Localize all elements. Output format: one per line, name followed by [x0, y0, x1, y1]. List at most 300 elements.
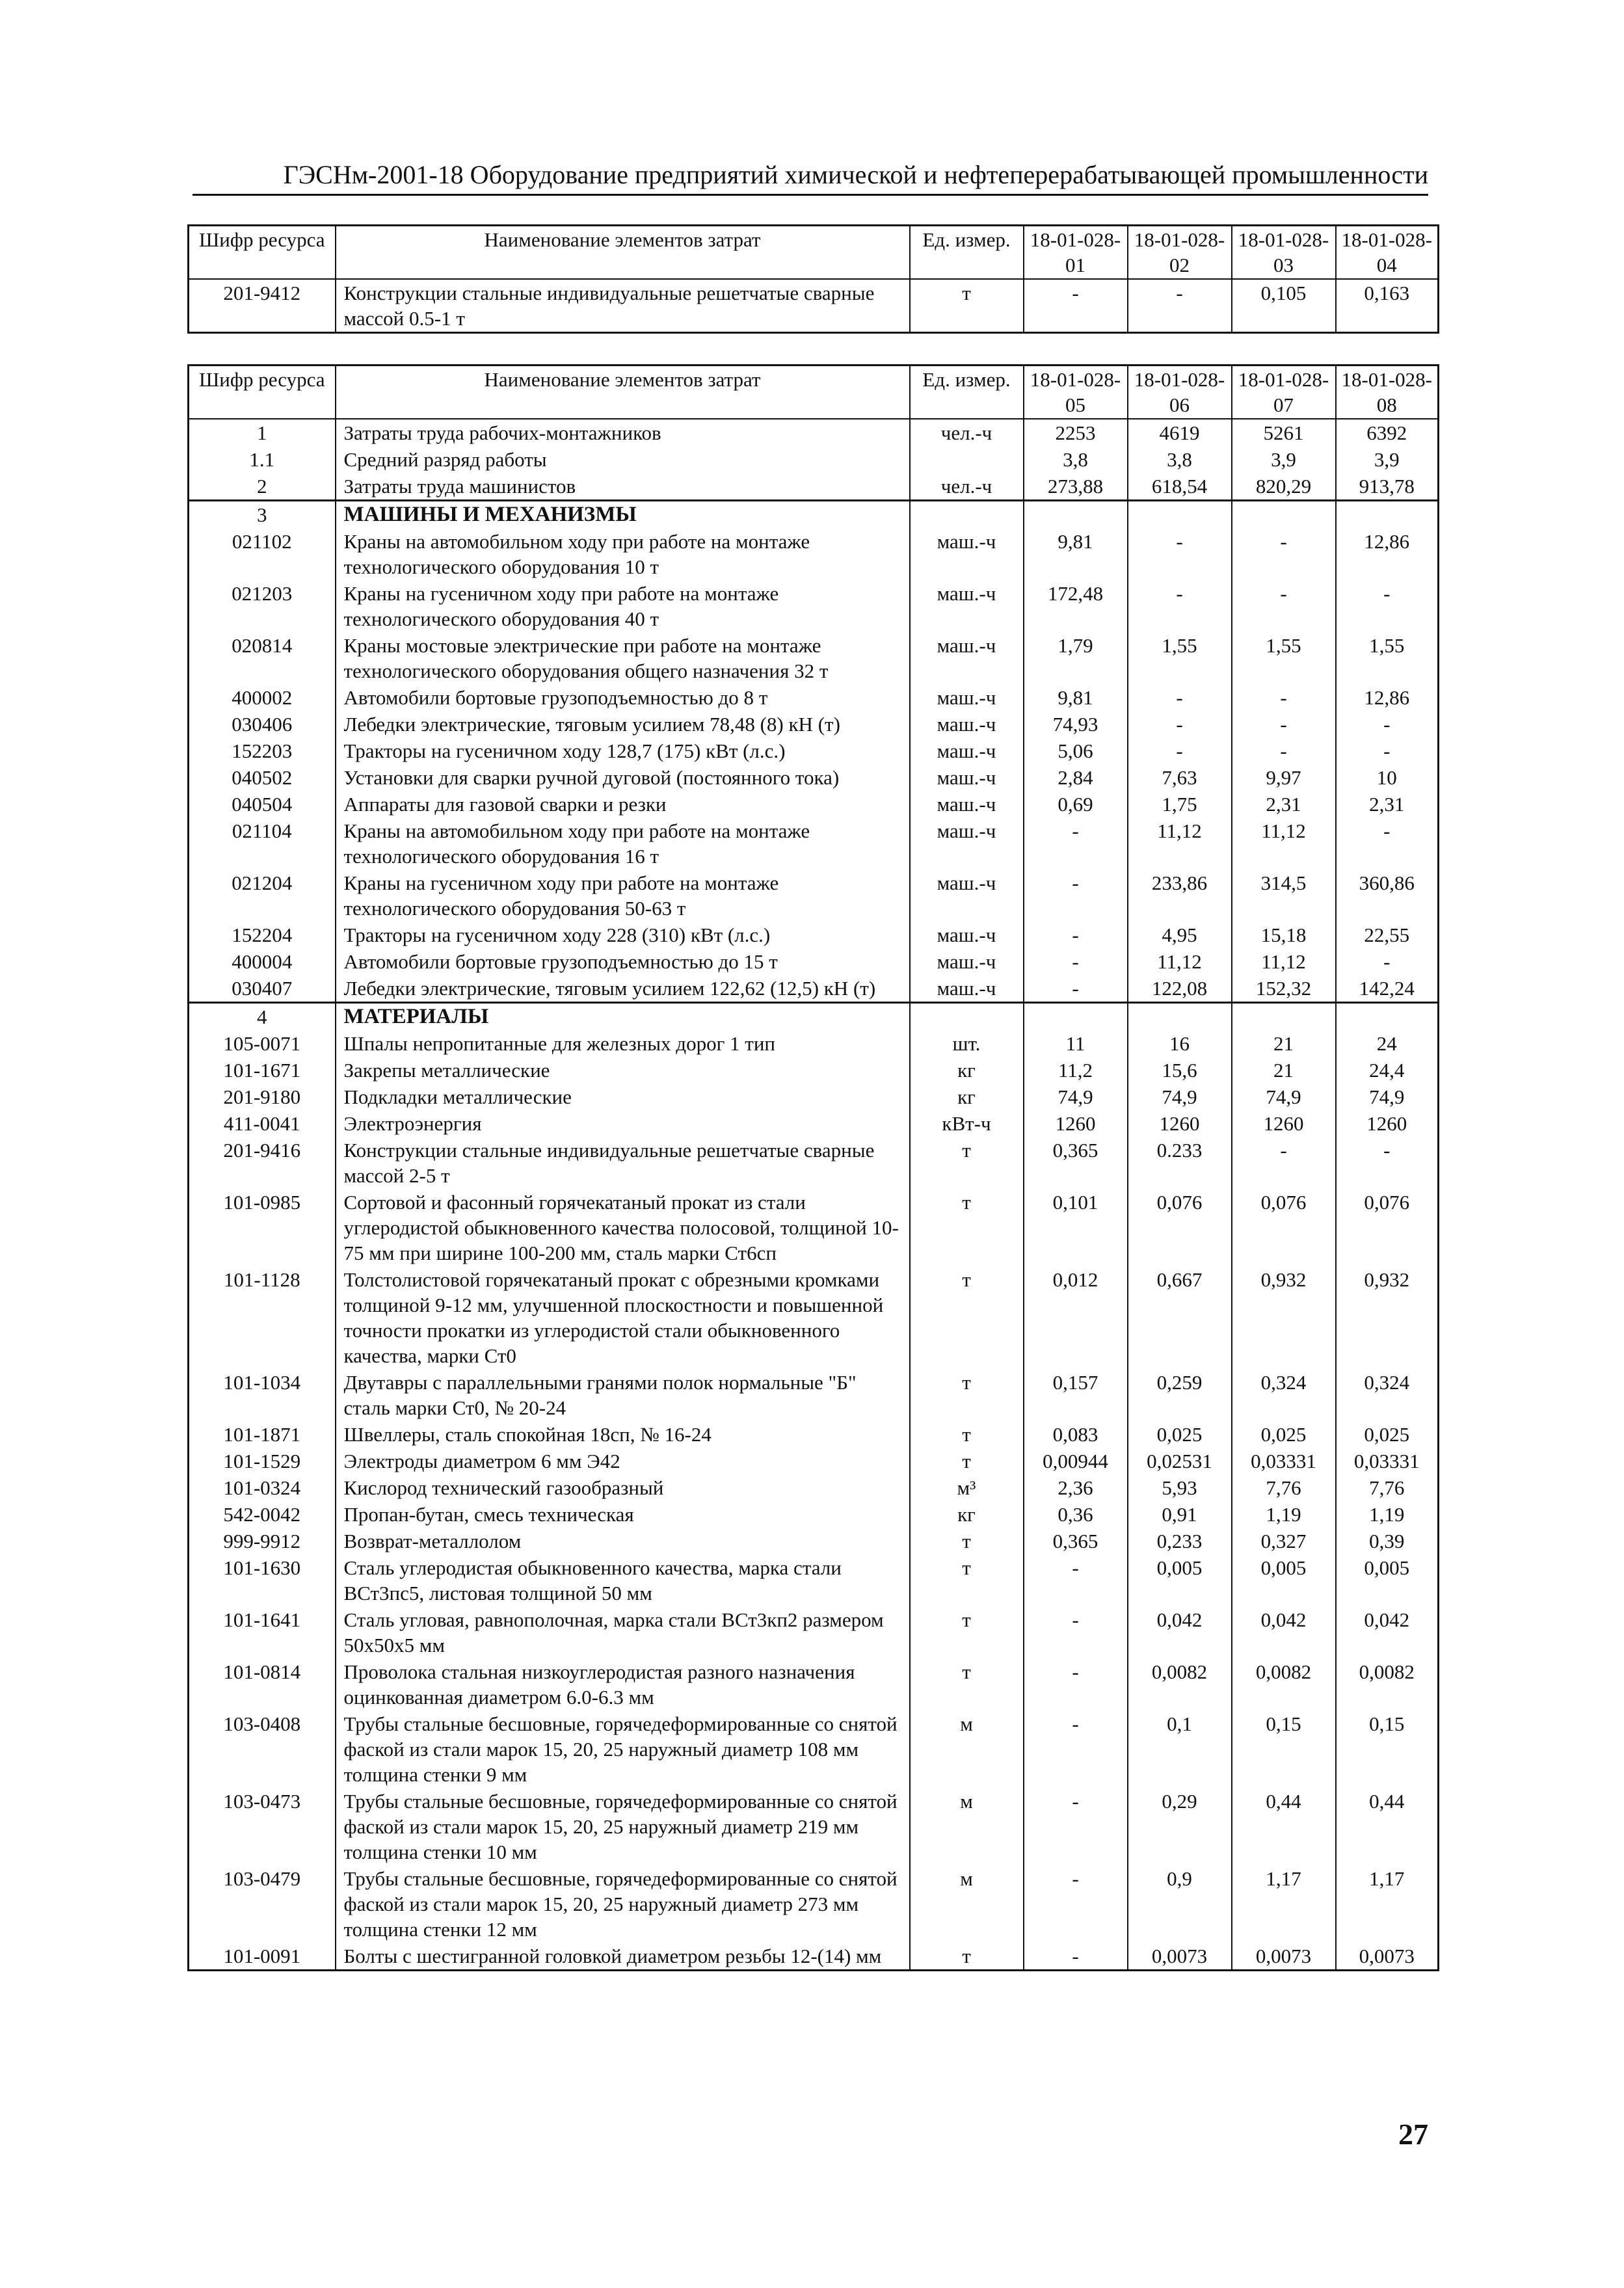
- cell-value-2: 0,91: [1128, 1501, 1232, 1528]
- cell-value-3: 11,12: [1232, 818, 1336, 870]
- cell-value-4: 1,19: [1336, 1501, 1439, 1528]
- cell-name: Аппараты для газовой сварки и резки: [336, 791, 910, 818]
- cell-value-3: [1232, 501, 1336, 529]
- cell-name: Средний разряд работы: [336, 446, 910, 473]
- col-header-name: Наименование элементов затрат: [336, 366, 910, 419]
- cell-value-2: 0,259: [1128, 1369, 1232, 1421]
- cell-name: Электроды диаметром 6 мм Э42: [336, 1448, 910, 1474]
- cell-value-4: 0,15: [1336, 1710, 1439, 1788]
- table-row: [189, 1421, 1439, 1448]
- cell-value-1: 9,81: [1024, 528, 1128, 580]
- cell-value-4: [1336, 501, 1439, 529]
- cell-value-1: -: [1024, 922, 1128, 948]
- cell-unit: т: [910, 1943, 1024, 1971]
- cell-unit: т: [910, 1421, 1024, 1448]
- cell-name: Шпалы непропитанные для железных дорог 1 тип: [336, 1030, 910, 1057]
- table-row: [189, 1710, 1439, 1788]
- resource-table-1: [187, 224, 1439, 334]
- cell-value-3: 1,17: [1232, 1865, 1336, 1943]
- cell-code: 103-0408: [189, 1710, 336, 1788]
- col-header-unit: Ед. измер.: [910, 226, 1024, 280]
- col-header-2: 18-01-028-06: [1128, 366, 1232, 419]
- cell-value-4: -: [1336, 818, 1439, 870]
- table-row: [189, 528, 1439, 580]
- cell-code: 030407: [189, 975, 336, 1003]
- cell-value-2: -: [1128, 738, 1232, 764]
- cell-value-2: 4,95: [1128, 922, 1232, 948]
- cell-value-3: -: [1232, 1137, 1336, 1189]
- cell-value-1: 74,93: [1024, 711, 1128, 738]
- cell-value-2: 1,75: [1128, 791, 1232, 818]
- cell-value-2: 11,12: [1128, 818, 1232, 870]
- cell-code: 400002: [189, 684, 336, 711]
- table-header-row: [189, 226, 1439, 280]
- cell-unit: т: [910, 1606, 1024, 1658]
- cell-unit: м: [910, 1865, 1024, 1943]
- cell-name: Двутавры с параллельными гранями полок нормальные "Б" сталь марки Ст0, № 20-24: [336, 1369, 910, 1421]
- cell-value-3: 0,327: [1232, 1528, 1336, 1554]
- cell-value-1: -: [1024, 975, 1128, 1003]
- cell-value-3: 0,025: [1232, 1421, 1336, 1448]
- cell-name: Болты с шестигранной головкой диаметром резьбы 12-(14) мм: [336, 1943, 910, 1971]
- cell-value-1: 11,2: [1024, 1057, 1128, 1084]
- cell-name: Пропан-бутан, смесь техническая: [336, 1501, 910, 1528]
- cell-value-4: 0,324: [1336, 1369, 1439, 1421]
- cell-code: 411-0041: [189, 1110, 336, 1137]
- cell-code: 400004: [189, 948, 336, 975]
- page-number: 27: [1398, 2118, 1428, 2151]
- table-row: [189, 738, 1439, 764]
- cell-value-3: 0,0073: [1232, 1943, 1336, 1971]
- cell-unit: кг: [910, 1084, 1024, 1110]
- cell-value-1: 0,365: [1024, 1528, 1128, 1554]
- table-row: [189, 1189, 1439, 1266]
- cell-value-2: 0,0073: [1128, 1943, 1232, 1971]
- cell-name: МАТЕРИАЛЫ: [336, 1003, 910, 1031]
- cell-value-4: 1,55: [1336, 632, 1439, 684]
- cell-name: МАШИНЫ И МЕХАНИЗМЫ: [336, 501, 910, 529]
- cell-code: 103-0479: [189, 1865, 336, 1943]
- cell-value-1: -: [1024, 1865, 1128, 1943]
- cell-value-3: 21: [1232, 1057, 1336, 1084]
- col-header-2: 18-01-028-02: [1128, 226, 1232, 280]
- cell-value-4: -: [1336, 711, 1439, 738]
- cell-unit: маш.-ч: [910, 764, 1024, 791]
- col-header-unit: Ед. измер.: [910, 366, 1024, 419]
- cell-code: 101-1641: [189, 1606, 336, 1658]
- table-row: [189, 948, 1439, 975]
- col-header-3: 18-01-028-03: [1232, 226, 1336, 280]
- table-row: [189, 1057, 1439, 1084]
- cell-value-2: 0,02531: [1128, 1448, 1232, 1474]
- cell-unit: маш.-ч: [910, 948, 1024, 975]
- cell-name: Краны на гусеничном ходу при работе на монтаже технологического оборудования 40 т: [336, 580, 910, 632]
- table-row: [189, 446, 1439, 473]
- cell-value-1: -: [1024, 1606, 1128, 1658]
- cell-value-1: 0,36: [1024, 1501, 1128, 1528]
- col-header-code: Шифр ресурса: [189, 366, 336, 419]
- cell-value-4: 142,24: [1336, 975, 1439, 1003]
- cell-name: Тракторы на гусеничном ходу 228 (310) кВт (л.с.): [336, 922, 910, 948]
- cell-value-2: -: [1128, 279, 1232, 333]
- cell-code: 201-9416: [189, 1137, 336, 1189]
- table-row: [189, 632, 1439, 684]
- cell-value-3: 9,97: [1232, 764, 1336, 791]
- cell-code: 1.1: [189, 446, 336, 473]
- cell-value-2: 74,9: [1128, 1084, 1232, 1110]
- cell-unit: маш.-ч: [910, 791, 1024, 818]
- cell-value-3: 0,44: [1232, 1788, 1336, 1865]
- cell-value-1: -: [1024, 279, 1128, 333]
- cell-code: 201-9180: [189, 1084, 336, 1110]
- cell-value-3: 0,324: [1232, 1369, 1336, 1421]
- cell-unit: маш.-ч: [910, 580, 1024, 632]
- cell-value-4: -: [1336, 948, 1439, 975]
- cell-name: Конструкции стальные индивидуальные решетчатые сварные массой 0.5-1 т: [336, 279, 910, 333]
- cell-unit: кВт-ч: [910, 1110, 1024, 1137]
- cell-unit: маш.-ч: [910, 870, 1024, 922]
- cell-value-3: -: [1232, 711, 1336, 738]
- cell-value-2: 1,55: [1128, 632, 1232, 684]
- cell-name: Автомобили бортовые грузоподъемностью до 8 т: [336, 684, 910, 711]
- cell-value-4: 0,39: [1336, 1528, 1439, 1554]
- cell-code: 021203: [189, 580, 336, 632]
- table-row: [189, 975, 1439, 1003]
- table-row: [189, 684, 1439, 711]
- cell-name: Сортовой и фасонный горячекатаный прокат из стали углеродистой обыкновенного качества полосовой, толщиной 10-75 мм при ширине 100-200 мм, сталь марки Ст6сп: [336, 1189, 910, 1266]
- cell-value-4: 0,163: [1336, 279, 1439, 333]
- cell-value-1: 2,36: [1024, 1474, 1128, 1501]
- table-row: [189, 419, 1439, 446]
- col-header-3: 18-01-028-07: [1232, 366, 1336, 419]
- cell-value-2: 0.233: [1128, 1137, 1232, 1189]
- col-header-1: 18-01-028-05: [1024, 366, 1128, 419]
- cell-code: 030406: [189, 711, 336, 738]
- cell-code: 101-0324: [189, 1474, 336, 1501]
- cell-value-2: 0,025: [1128, 1421, 1232, 1448]
- cell-value-1: 11: [1024, 1030, 1128, 1057]
- cell-value-4: 0,44: [1336, 1788, 1439, 1865]
- cell-unit: [910, 446, 1024, 473]
- cell-value-1: -: [1024, 1943, 1128, 1971]
- cell-value-1: 0,101: [1024, 1189, 1128, 1266]
- table-row: [189, 1865, 1439, 1943]
- cell-value-2: 7,63: [1128, 764, 1232, 791]
- cell-value-2: 618,54: [1128, 473, 1232, 501]
- cell-value-1: 74,9: [1024, 1084, 1128, 1110]
- table-row: [189, 1474, 1439, 1501]
- cell-unit: маш.-ч: [910, 711, 1024, 738]
- cell-value-1: -: [1024, 1554, 1128, 1606]
- cell-name: Краны мостовые электрические при работе на монтаже технологического оборудования общего назначения 32 т: [336, 632, 910, 684]
- cell-value-4: 0,0073: [1336, 1943, 1439, 1971]
- cell-name: Проволока стальная низкоуглеродистая разного назначения оцинкованная диаметром 6.0-6.3 мм: [336, 1658, 910, 1710]
- table-row: [189, 1084, 1439, 1110]
- running-header: [193, 156, 1428, 196]
- table-header-row: [189, 366, 1439, 419]
- cell-code: 020814: [189, 632, 336, 684]
- cell-value-1: -: [1024, 870, 1128, 922]
- cell-value-1: 172,48: [1024, 580, 1128, 632]
- cell-unit: маш.-ч: [910, 818, 1024, 870]
- table-row: [189, 711, 1439, 738]
- cell-value-4: 24,4: [1336, 1057, 1439, 1084]
- table-row: [189, 473, 1439, 501]
- cell-code: 3: [189, 501, 336, 529]
- cell-unit: [910, 1003, 1024, 1031]
- cell-value-1: 3,8: [1024, 446, 1128, 473]
- cell-value-1: -: [1024, 1788, 1128, 1865]
- cell-value-3: 0,0082: [1232, 1658, 1336, 1710]
- cell-value-3: 0,15: [1232, 1710, 1336, 1788]
- cell-unit: кг: [910, 1057, 1024, 1084]
- table-row: [189, 1110, 1439, 1137]
- cell-code: 999-9912: [189, 1528, 336, 1554]
- cell-unit: маш.-ч: [910, 922, 1024, 948]
- cell-value-4: 0,03331: [1336, 1448, 1439, 1474]
- cell-code: 105-0071: [189, 1030, 336, 1057]
- cell-name: Подкладки металлические: [336, 1084, 910, 1110]
- cell-code: 101-1128: [189, 1266, 336, 1369]
- cell-value-1: 2253: [1024, 419, 1128, 446]
- cell-unit: маш.-ч: [910, 528, 1024, 580]
- cell-value-2: 233,86: [1128, 870, 1232, 922]
- cell-value-1: -: [1024, 948, 1128, 975]
- cell-name: Возврат-металлолом: [336, 1528, 910, 1554]
- cell-value-4: 3,9: [1336, 446, 1439, 473]
- cell-value-1: 0,157: [1024, 1369, 1128, 1421]
- cell-unit: маш.-ч: [910, 738, 1024, 764]
- cell-value-3: 11,12: [1232, 948, 1336, 975]
- table-row: [189, 501, 1439, 529]
- cell-value-4: 24: [1336, 1030, 1439, 1057]
- cell-value-2: 0,076: [1128, 1189, 1232, 1266]
- cell-code: 542-0042: [189, 1501, 336, 1528]
- cell-name: Трубы стальные бесшовные, горячедеформированные со снятой фаской из стали марок 15, 20, 25 наружный диаметр 219 мм толщина стенки 10 мм: [336, 1788, 910, 1865]
- cell-code: 101-1671: [189, 1057, 336, 1084]
- cell-name: Конструкции стальные индивидуальные решетчатые сварные массой 2-5 т: [336, 1137, 910, 1189]
- cell-code: 101-0814: [189, 1658, 336, 1710]
- cell-value-3: -: [1232, 684, 1336, 711]
- table-row: [189, 1528, 1439, 1554]
- table-row: [189, 1658, 1439, 1710]
- cell-value-3: -: [1232, 528, 1336, 580]
- cell-name: Сталь углеродистая обыкновенного качества, марка стали ВСт3пс5, листовая толщиной 50 мм: [336, 1554, 910, 1606]
- cell-name: Толстолистовой горячекатаный прокат с обрезными кромками толщиной 9-12 мм, улучшенной плоскостности и повышенной точности прокатки из углеродистой стали обыкновенного качества, марки Ст0: [336, 1266, 910, 1369]
- col-header-1: 18-01-028-01: [1024, 226, 1128, 280]
- cell-unit: т: [910, 279, 1024, 333]
- cell-value-3: 74,9: [1232, 1084, 1336, 1110]
- cell-value-3: 0,005: [1232, 1554, 1336, 1606]
- cell-value-2: [1128, 501, 1232, 529]
- cell-code: 040504: [189, 791, 336, 818]
- cell-value-4: 0,042: [1336, 1606, 1439, 1658]
- cell-value-1: 0,365: [1024, 1137, 1128, 1189]
- cell-code: 101-1034: [189, 1369, 336, 1421]
- cell-value-1: 1,79: [1024, 632, 1128, 684]
- cell-value-1: 0,00944: [1024, 1448, 1128, 1474]
- cell-value-2: 0,005: [1128, 1554, 1232, 1606]
- cell-value-1: -: [1024, 1710, 1128, 1788]
- cell-unit: т: [910, 1554, 1024, 1606]
- cell-code: 4: [189, 1003, 336, 1031]
- cell-value-4: -: [1336, 580, 1439, 632]
- cell-value-3: 15,18: [1232, 922, 1336, 948]
- cell-value-4: 1260: [1336, 1110, 1439, 1137]
- cell-value-2: 0,042: [1128, 1606, 1232, 1658]
- cell-value-4: 10: [1336, 764, 1439, 791]
- cell-code: 103-0473: [189, 1788, 336, 1865]
- cell-value-3: -: [1232, 738, 1336, 764]
- cell-value-1: 0,012: [1024, 1266, 1128, 1369]
- cell-unit: [910, 501, 1024, 529]
- cell-code: 1: [189, 419, 336, 446]
- table-row: [189, 922, 1439, 948]
- cell-value-1: -: [1024, 818, 1128, 870]
- cell-unit: маш.-ч: [910, 975, 1024, 1003]
- cell-unit: маш.-ч: [910, 632, 1024, 684]
- table-row: [189, 1554, 1439, 1606]
- cell-unit: чел.-ч: [910, 473, 1024, 501]
- cell-value-3: 0,105: [1232, 279, 1336, 333]
- cell-unit: т: [910, 1137, 1024, 1189]
- cell-value-1: 1260: [1024, 1110, 1128, 1137]
- cell-value-3: 3,9: [1232, 446, 1336, 473]
- resource-table-2: [187, 364, 1439, 1971]
- cell-value-1: 5,06: [1024, 738, 1128, 764]
- cell-value-4: 0,076: [1336, 1189, 1439, 1266]
- table-row: [189, 1501, 1439, 1528]
- cell-value-4: 0,932: [1336, 1266, 1439, 1369]
- cell-value-1: 0,083: [1024, 1421, 1128, 1448]
- cell-value-3: 5261: [1232, 419, 1336, 446]
- cell-unit: т: [910, 1528, 1024, 1554]
- cell-value-4: 74,9: [1336, 1084, 1439, 1110]
- cell-name: Швеллеры, сталь спокойная 18сп, № 16-24: [336, 1421, 910, 1448]
- cell-unit: м: [910, 1710, 1024, 1788]
- cell-name: Лебедки электрические, тяговым усилием 122,62 (12,5) кН (т): [336, 975, 910, 1003]
- cell-value-3: 152,32: [1232, 975, 1336, 1003]
- cell-value-1: [1024, 501, 1128, 529]
- cell-value-4: 913,78: [1336, 473, 1439, 501]
- cell-name: Электроэнергия: [336, 1110, 910, 1137]
- cell-unit: т: [910, 1266, 1024, 1369]
- cell-value-1: 2,84: [1024, 764, 1128, 791]
- cell-name: Установки для сварки ручной дуговой (постоянного тока): [336, 764, 910, 791]
- cell-value-2: 0,1: [1128, 1710, 1232, 1788]
- table-row: [189, 1266, 1439, 1369]
- cell-code: 101-1630: [189, 1554, 336, 1606]
- cell-name: Автомобили бортовые грузоподъемностью до 15 т: [336, 948, 910, 975]
- cell-value-4: 6392: [1336, 419, 1439, 446]
- cell-value-2: 16: [1128, 1030, 1232, 1057]
- cell-value-2: 3,8: [1128, 446, 1232, 473]
- cell-value-2: -: [1128, 528, 1232, 580]
- cell-value-3: 21: [1232, 1030, 1336, 1057]
- table-row: [189, 1448, 1439, 1474]
- cell-value-4: 7,76: [1336, 1474, 1439, 1501]
- cell-value-2: 122,08: [1128, 975, 1232, 1003]
- header-title: ГЭСНм-2001-18 Оборудование предприятий химической и нефтеперерабатывающей промышленности: [283, 160, 1428, 189]
- cell-value-2: 1260: [1128, 1110, 1232, 1137]
- cell-unit: т: [910, 1658, 1024, 1710]
- cell-value-3: 0,03331: [1232, 1448, 1336, 1474]
- cell-name: Кислород технический газообразный: [336, 1474, 910, 1501]
- cell-value-2: 5,93: [1128, 1474, 1232, 1501]
- cell-name: Тракторы на гусеничном ходу 128,7 (175) кВт (л.с.): [336, 738, 910, 764]
- cell-unit: шт.: [910, 1030, 1024, 1057]
- cell-name: Закрепы металлические: [336, 1057, 910, 1084]
- cell-code: 021204: [189, 870, 336, 922]
- cell-value-3: 7,76: [1232, 1474, 1336, 1501]
- cell-code: 021104: [189, 818, 336, 870]
- cell-unit: м³: [910, 1474, 1024, 1501]
- cell-value-4: 1,17: [1336, 1865, 1439, 1943]
- cell-value-2: 0,233: [1128, 1528, 1232, 1554]
- cell-value-2: 0,0082: [1128, 1658, 1232, 1710]
- table-row: [189, 1369, 1439, 1421]
- cell-value-4: 12,86: [1336, 684, 1439, 711]
- cell-value-3: 2,31: [1232, 791, 1336, 818]
- cell-value-1: [1024, 1003, 1128, 1031]
- cell-name: Краны на гусеничном ходу при работе на монтаже технологического оборудования 50-63 т: [336, 870, 910, 922]
- cell-value-1: 9,81: [1024, 684, 1128, 711]
- cell-name: Затраты труда машинистов: [336, 473, 910, 501]
- cell-value-2: 4619: [1128, 419, 1232, 446]
- cell-code: 152203: [189, 738, 336, 764]
- cell-value-4: -: [1336, 1137, 1439, 1189]
- table-row: [189, 1943, 1439, 1971]
- cell-value-2: -: [1128, 711, 1232, 738]
- col-header-4: 18-01-028-08: [1336, 366, 1439, 419]
- table-row: [189, 870, 1439, 922]
- cell-value-3: 1,55: [1232, 632, 1336, 684]
- cell-code: 201-9412: [189, 279, 336, 333]
- cell-value-3: 0,076: [1232, 1189, 1336, 1266]
- cell-value-4: 22,55: [1336, 922, 1439, 948]
- cell-value-4: [1336, 1003, 1439, 1031]
- cell-value-2: 0,9: [1128, 1865, 1232, 1943]
- cell-value-2: 15,6: [1128, 1057, 1232, 1084]
- cell-unit: т: [910, 1448, 1024, 1474]
- cell-code: 101-1529: [189, 1448, 336, 1474]
- cell-value-4: 12,86: [1336, 528, 1439, 580]
- cell-value-2: 0,29: [1128, 1788, 1232, 1865]
- cell-value-3: 1260: [1232, 1110, 1336, 1137]
- col-header-name: Наименование элементов затрат: [336, 226, 910, 280]
- cell-unit: т: [910, 1189, 1024, 1266]
- cell-value-3: 1,19: [1232, 1501, 1336, 1528]
- cell-code: 2: [189, 473, 336, 501]
- cell-value-4: 360,86: [1336, 870, 1439, 922]
- cell-name: Краны на автомобильном ходу при работе на монтаже технологического оборудования 16 т: [336, 818, 910, 870]
- cell-value-3: 314,5: [1232, 870, 1336, 922]
- table-row: [189, 1003, 1439, 1031]
- table-row: [189, 1137, 1439, 1189]
- table-row: [189, 791, 1439, 818]
- cell-value-4: 2,31: [1336, 791, 1439, 818]
- table-row: [189, 764, 1439, 791]
- cell-code: 101-0985: [189, 1189, 336, 1266]
- cell-unit: чел.-ч: [910, 419, 1024, 446]
- cell-code: 040502: [189, 764, 336, 791]
- cell-value-2: -: [1128, 684, 1232, 711]
- cell-code: 152204: [189, 922, 336, 948]
- cell-code: 101-1871: [189, 1421, 336, 1448]
- cell-value-4: 0,0082: [1336, 1658, 1439, 1710]
- cell-value-4: -: [1336, 738, 1439, 764]
- cell-value-3: 0,042: [1232, 1606, 1336, 1658]
